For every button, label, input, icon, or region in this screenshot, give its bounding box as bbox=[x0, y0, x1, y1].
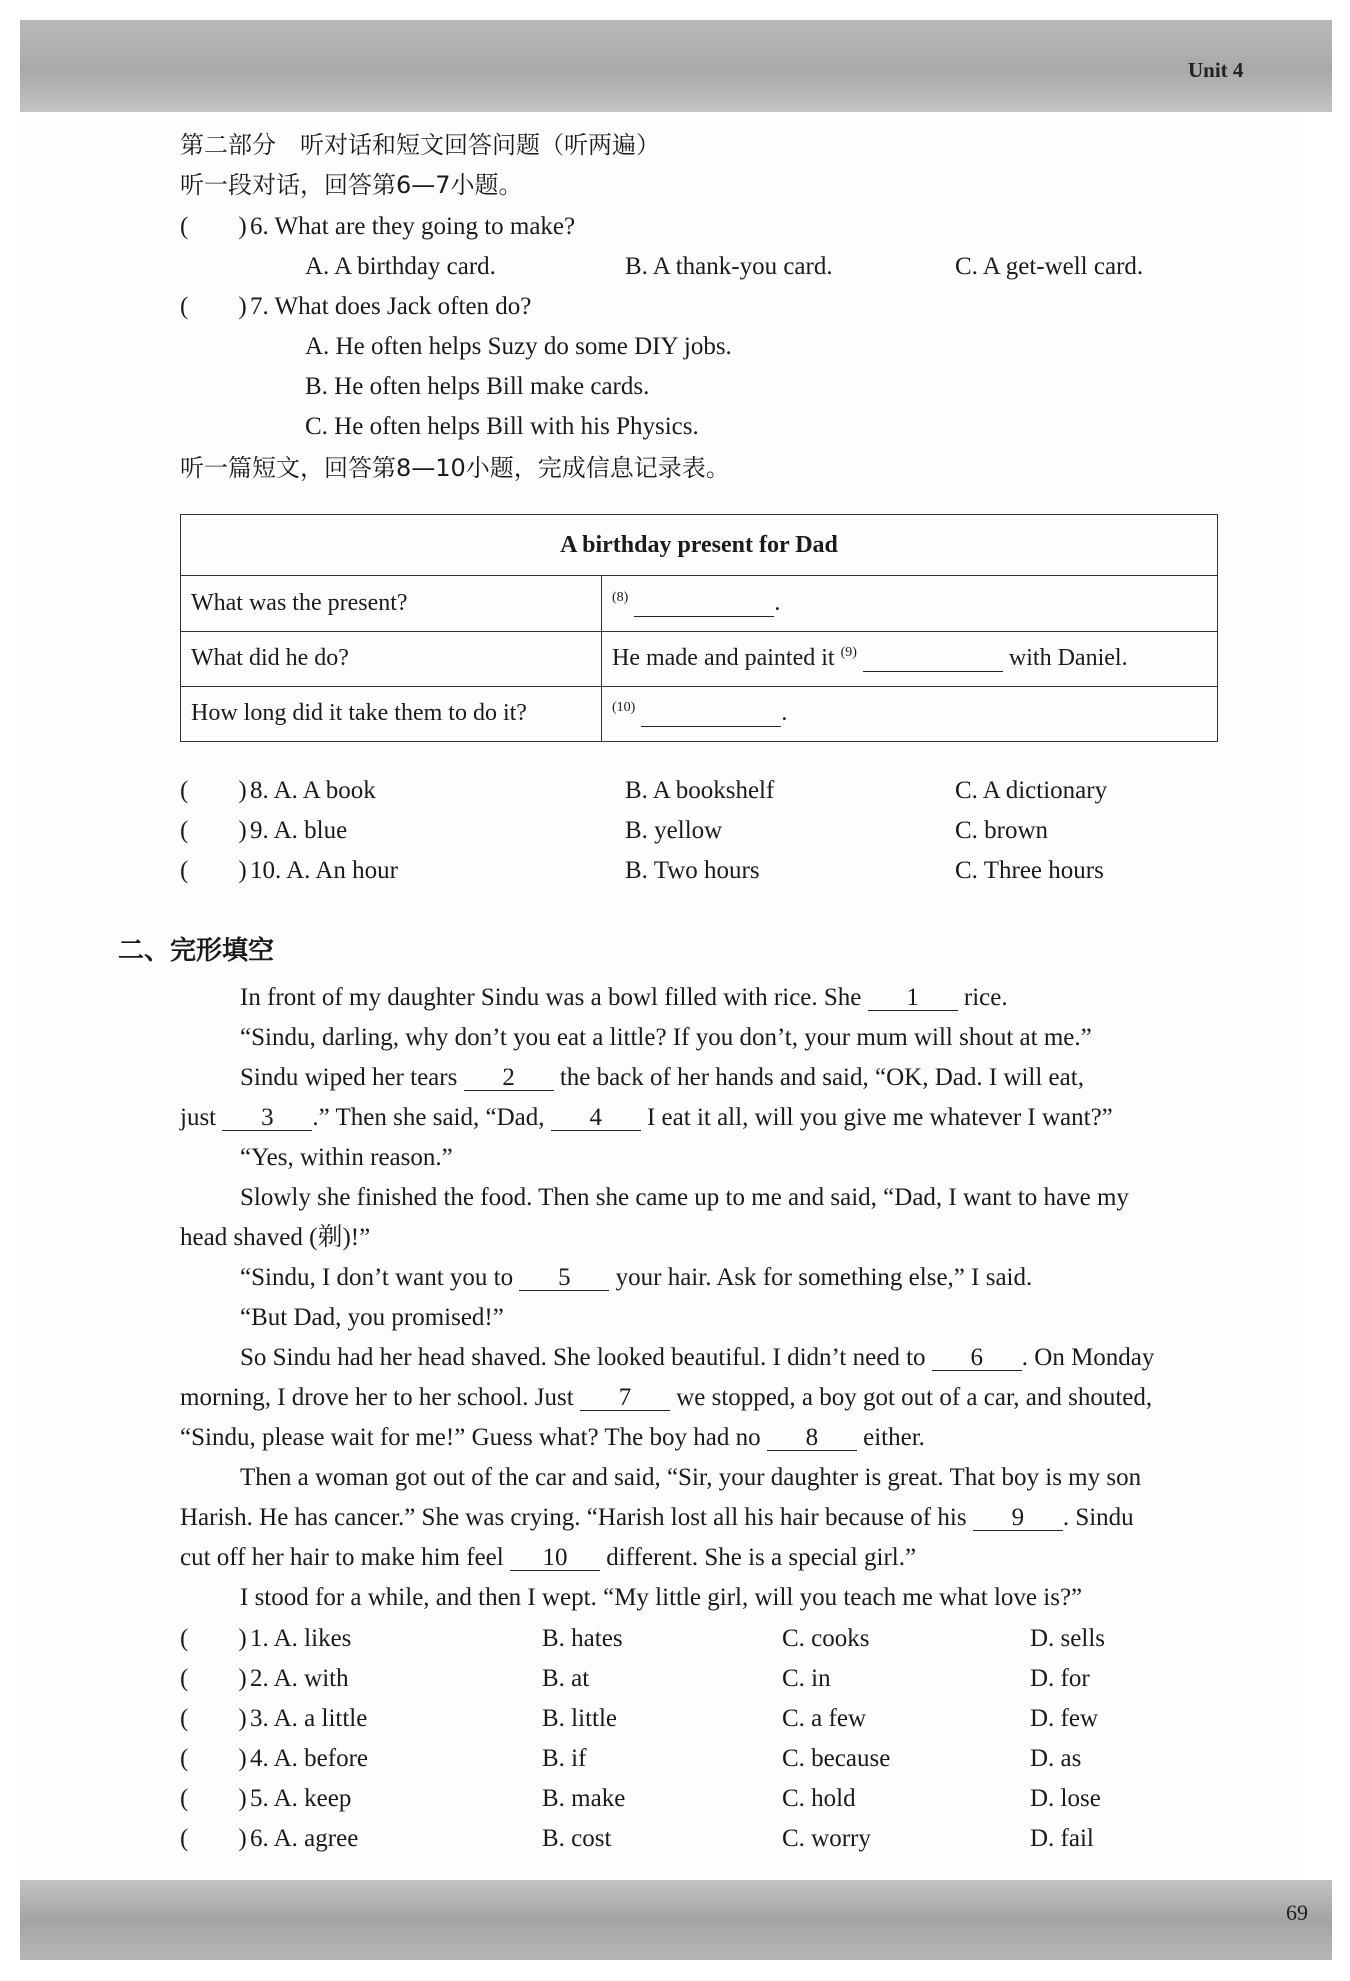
cloze-blank[interactable]: 9 bbox=[973, 1506, 1063, 1531]
answer-paren[interactable]: ( ) bbox=[180, 857, 247, 884]
answer-paren[interactable]: ( ) bbox=[180, 1825, 247, 1852]
answer-paren[interactable]: ( ) bbox=[180, 293, 247, 320]
cloze-title: 二、完形填空 bbox=[118, 936, 275, 966]
answer-paren[interactable]: ( ) bbox=[180, 1665, 247, 1692]
q10-option-c: C. Three hours bbox=[955, 857, 1104, 884]
cloze-line bbox=[180, 1103, 1113, 1133]
page-number: 69 bbox=[1286, 1900, 1308, 1925]
question-9 bbox=[180, 816, 347, 846]
cloze-blank[interactable]: 3 bbox=[222, 1106, 312, 1131]
cloze-blank[interactable]: 1 bbox=[868, 986, 958, 1011]
cloze-line bbox=[180, 1543, 916, 1573]
answer-blank[interactable] bbox=[641, 706, 781, 727]
question-stem: 8. A. A book bbox=[250, 777, 376, 804]
blank-suffix: with Daniel. bbox=[1008, 645, 1128, 672]
option-b: B. if bbox=[542, 1745, 587, 1772]
answer-paren[interactable]: ( ) bbox=[180, 1625, 247, 1652]
option-c: C. worry bbox=[782, 1825, 871, 1852]
answer-paren[interactable]: ( ) bbox=[180, 1785, 247, 1812]
blank-number: (9) bbox=[840, 645, 857, 661]
table-question: How long did it take them to do it? bbox=[181, 686, 602, 741]
cloze-line bbox=[240, 983, 1008, 1013]
table-title: A birthday present for Dad bbox=[181, 515, 1218, 576]
table-row bbox=[181, 686, 1218, 741]
table-answer-cell bbox=[602, 576, 1218, 631]
cloze-question bbox=[180, 1824, 358, 1854]
cloze-blank[interactable]: 6 bbox=[932, 1346, 1022, 1371]
text-segment: “Sindu, please wait for me!” Guess what? The boy had no bbox=[180, 1424, 761, 1451]
cloze-line bbox=[240, 1343, 1154, 1373]
cloze-line bbox=[180, 1383, 1152, 1413]
option-a: 6. A. agree bbox=[250, 1825, 359, 1852]
option-a: 3. A. a little bbox=[250, 1705, 368, 1732]
scan-top-border bbox=[20, 20, 1332, 112]
cloze-line bbox=[180, 1423, 925, 1453]
q8-option-b: B. A bookshelf bbox=[625, 777, 775, 804]
q9-option-b: B. yellow bbox=[625, 817, 723, 844]
answer-paren[interactable]: ( ) bbox=[180, 213, 247, 240]
cloze-line bbox=[240, 1263, 1032, 1293]
answer-paren[interactable]: ( ) bbox=[180, 777, 247, 804]
cloze-line: head shaved (剃)!” bbox=[180, 1224, 371, 1251]
q7-option-b: B. He often helps Bill make cards. bbox=[305, 373, 650, 400]
part2-title: 第二部分 听对话和短文回答问题（听两遍） bbox=[180, 131, 660, 159]
dialogue-instruction: 听一段对话，回答第6—7小题。 bbox=[180, 171, 523, 199]
q6-option-c: C. A get-well card. bbox=[955, 253, 1144, 280]
answer-paren[interactable]: ( ) bbox=[180, 1745, 247, 1772]
text-segment: So Sindu had her head shaved. She looked beautiful. I didn’t need to bbox=[240, 1344, 926, 1371]
text-segment: different. She is a special girl.” bbox=[606, 1544, 917, 1571]
text-segment: . Sindu bbox=[1062, 1504, 1134, 1531]
option-a: 1. A. likes bbox=[250, 1625, 352, 1652]
text-segment: .” Then she said, “Dad, bbox=[312, 1104, 545, 1131]
cloze-blank[interactable]: 10 bbox=[510, 1546, 600, 1571]
question-8 bbox=[180, 776, 376, 806]
table-row bbox=[181, 576, 1218, 631]
cloze-question bbox=[180, 1784, 351, 1814]
scan-bottom-border bbox=[20, 1880, 1332, 1960]
answer-blank[interactable] bbox=[863, 651, 1003, 672]
answer-paren[interactable]: ( ) bbox=[180, 1705, 247, 1732]
q9-option-c: C. brown bbox=[955, 817, 1049, 844]
cloze-line: I stood for a while, and then I wept. “My little girl, will you teach me what love is?” bbox=[240, 1584, 1083, 1611]
cloze-blank[interactable]: 8 bbox=[767, 1426, 857, 1451]
cloze-blank[interactable]: 4 bbox=[551, 1106, 641, 1131]
cloze-blank[interactable]: 7 bbox=[580, 1386, 670, 1411]
text-segment: I eat it all, will you give me whatever I want?” bbox=[646, 1104, 1113, 1131]
table-question: What did he do? bbox=[181, 631, 602, 686]
cloze-question bbox=[180, 1664, 349, 1694]
cloze-line: Then a woman got out of the car and said, “Sir, your daughter is great. That boy is my son bbox=[240, 1464, 1142, 1491]
option-a: 4. A. before bbox=[250, 1745, 369, 1772]
option-c: C. because bbox=[782, 1745, 891, 1772]
option-d: D. as bbox=[1030, 1745, 1082, 1772]
question-stem: 9. A. blue bbox=[250, 817, 348, 844]
text-segment: Sindu wiped her tears bbox=[240, 1064, 458, 1091]
table-answer-cell bbox=[602, 686, 1218, 741]
cloze-line bbox=[180, 1503, 1134, 1533]
text-segment: either. bbox=[863, 1424, 925, 1451]
option-c: C. in bbox=[782, 1665, 831, 1692]
q7-option-c: C. He often helps Bill with his Physics. bbox=[305, 413, 699, 440]
cloze-blank[interactable]: 5 bbox=[519, 1266, 609, 1291]
cloze-question bbox=[180, 1624, 351, 1654]
option-d: D. fail bbox=[1030, 1825, 1094, 1852]
option-c: C. hold bbox=[782, 1785, 856, 1812]
text-segment: the back of her hands and said, “OK, Dad. I will eat, bbox=[559, 1064, 1084, 1091]
option-b: B. at bbox=[542, 1665, 590, 1692]
q6-option-b: B. A thank-you card. bbox=[625, 253, 833, 280]
blank-number: (8) bbox=[612, 589, 629, 605]
text-segment: Harish. He has cancer.” She was crying. “Harish lost all his hair because of his bbox=[180, 1504, 967, 1531]
option-d: D. sells bbox=[1030, 1625, 1105, 1652]
question-7 bbox=[180, 292, 531, 322]
option-a: 5. A. keep bbox=[250, 1785, 352, 1812]
question-stem: 7. What does Jack often do? bbox=[250, 293, 532, 320]
blank-suffix: . bbox=[774, 589, 781, 616]
q7-option-a: A. He often helps Suzy do some DIY jobs. bbox=[305, 333, 732, 360]
text-segment: morning, I drove her to her school. Just bbox=[180, 1384, 574, 1411]
option-d: D. for bbox=[1030, 1665, 1090, 1692]
option-c: C. cooks bbox=[782, 1625, 870, 1652]
option-b: B. cost bbox=[542, 1825, 612, 1852]
table-answer-cell bbox=[602, 631, 1218, 686]
cloze-question bbox=[180, 1744, 368, 1774]
question-6 bbox=[180, 212, 575, 242]
q10-option-b: B. Two hours bbox=[625, 857, 760, 884]
answer-blank[interactable] bbox=[634, 596, 774, 617]
cloze-line bbox=[240, 1063, 1084, 1093]
passage-instruction: 听一篇短文，回答第8—10小题，完成信息记录表。 bbox=[180, 454, 730, 482]
answer-paren[interactable]: ( ) bbox=[180, 817, 247, 844]
question-stem: 6. What are they going to make? bbox=[250, 213, 576, 240]
question-10 bbox=[180, 856, 398, 886]
text-segment: we stopped, a boy got out of a car, and shouted, bbox=[676, 1384, 1153, 1411]
option-c: C. a few bbox=[782, 1705, 866, 1732]
table-question: What was the present? bbox=[181, 576, 602, 631]
option-b: B. make bbox=[542, 1785, 626, 1812]
text-segment: In front of my daughter Sindu was a bowl filled with rice. She bbox=[240, 984, 862, 1011]
question-stem: 10. A. An hour bbox=[250, 857, 398, 884]
cloze-line: “Sindu, darling, why don’t you eat a little? If you don’t, your mum will shout at me.” bbox=[240, 1024, 1092, 1051]
option-a: 2. A. with bbox=[250, 1665, 349, 1692]
blank-suffix: . bbox=[781, 700, 788, 727]
cloze-blank[interactable]: 2 bbox=[464, 1066, 554, 1091]
option-b: B. hates bbox=[542, 1625, 623, 1652]
q8-option-c: C. A dictionary bbox=[955, 777, 1108, 804]
text-segment: rice. bbox=[963, 984, 1008, 1011]
q6-option-a: A. A birthday card. bbox=[305, 253, 496, 280]
cloze-line: “But Dad, you promised!” bbox=[240, 1304, 504, 1331]
text-segment: . On Monday bbox=[1021, 1344, 1155, 1371]
option-b: B. little bbox=[542, 1705, 617, 1732]
blank-number: (10) bbox=[612, 700, 636, 716]
text-segment: just bbox=[180, 1104, 217, 1131]
table-row bbox=[181, 631, 1218, 686]
cloze-question bbox=[180, 1704, 367, 1734]
cloze-line: Slowly she finished the food. Then she came up to me and said, “Dad, I want to have my bbox=[240, 1184, 1129, 1211]
unit-label: Unit 4 bbox=[1188, 58, 1244, 82]
option-d: D. few bbox=[1030, 1705, 1099, 1732]
text-segment: cut off her hair to make him feel bbox=[180, 1544, 504, 1571]
text-segment: your hair. Ask for something else,” I said. bbox=[615, 1264, 1033, 1291]
info-table bbox=[180, 514, 1218, 742]
option-d: D. lose bbox=[1030, 1785, 1101, 1812]
cloze-line: “Yes, within reason.” bbox=[240, 1144, 453, 1171]
blank-prefix: He made and painted it bbox=[612, 645, 835, 672]
text-segment: “Sindu, I don’t want you to bbox=[240, 1264, 514, 1291]
